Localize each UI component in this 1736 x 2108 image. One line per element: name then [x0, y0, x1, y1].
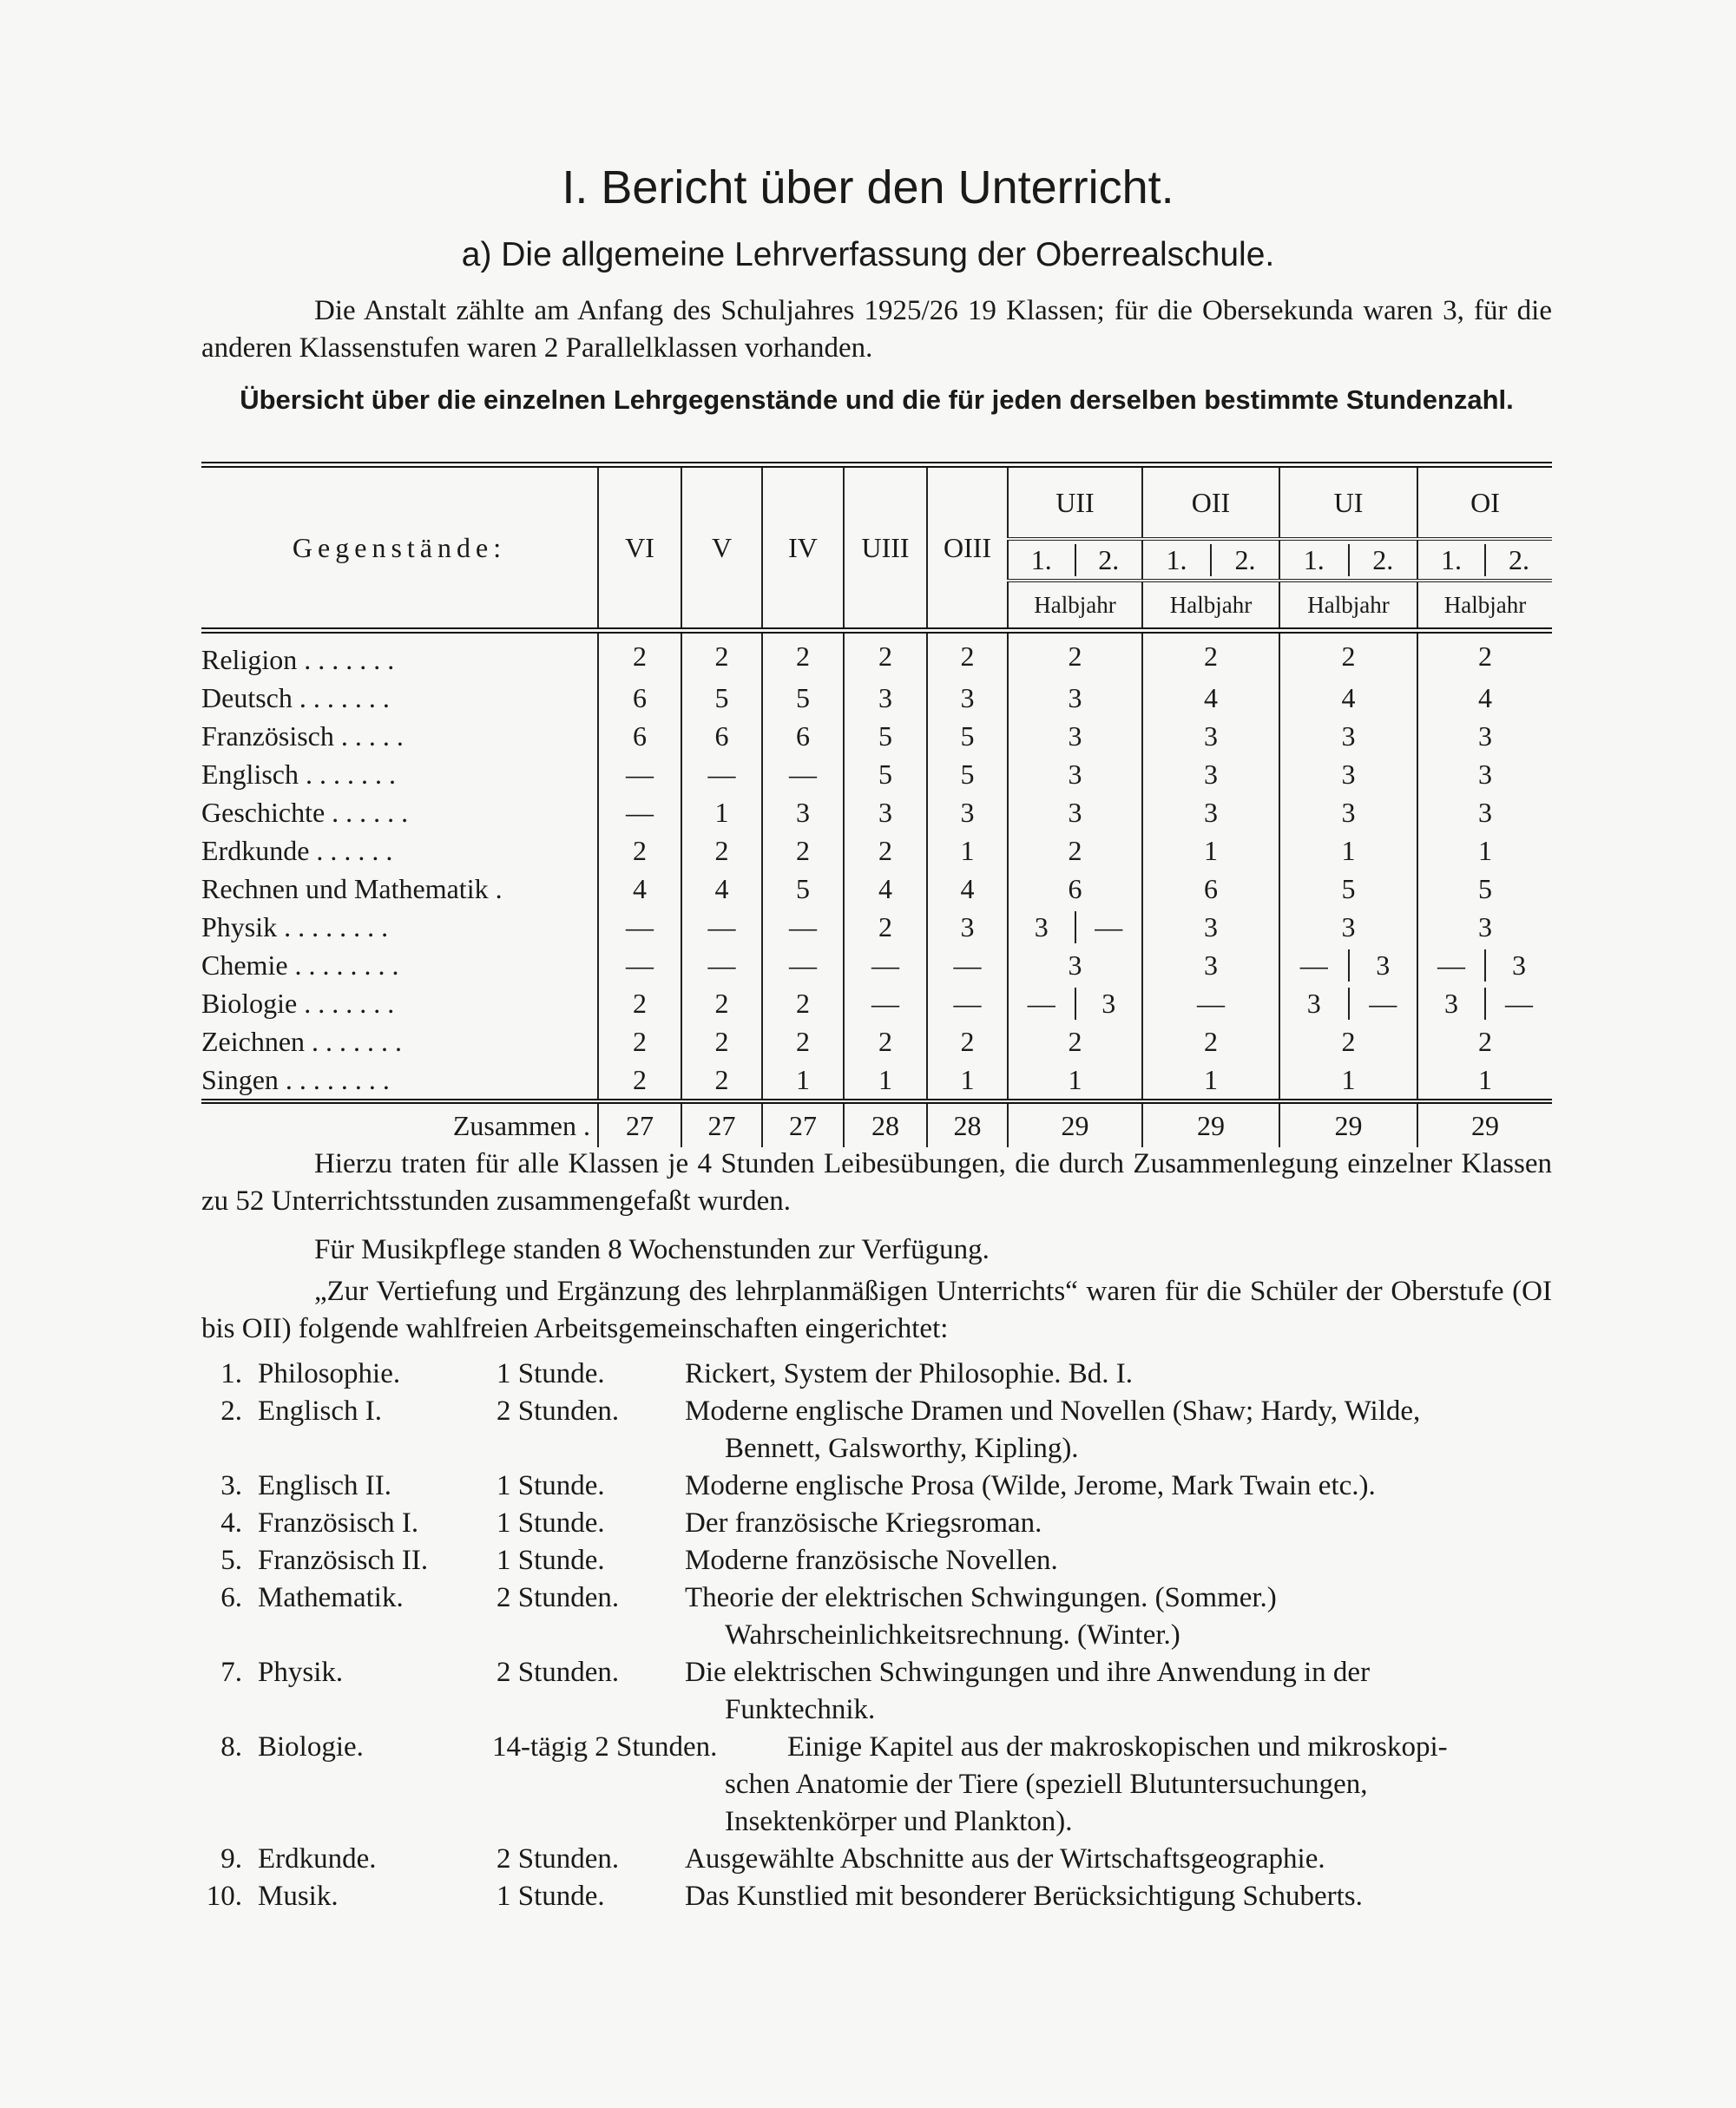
hours-cell: 1 — [1142, 1061, 1279, 1101]
half-label: 2. — [1509, 543, 1529, 575]
half-label: 2. — [1098, 543, 1120, 575]
hours-cell: 2 — [1279, 1022, 1417, 1061]
total-value: 27 — [762, 1101, 844, 1147]
hours-cell: 3 — [844, 679, 927, 717]
half-label: 1. — [1418, 544, 1486, 576]
hours-cell: 2 — [598, 1061, 681, 1101]
lesson-hours-table — [201, 462, 1552, 1147]
intro-paragraph: Die Anstalt zählte am Anfang des Schuljahres 1925/26 19 Klassen; für die Obersekunda waren 3, für die anderen Klassenstufen waren 2 Parallelklassen vorhanden. — [201, 295, 1552, 364]
total-row — [201, 1101, 1552, 1147]
sports-paragraph: Hierzu traten für alle Klassen je 4 Stunden Leibesübungen, die durch Zusammenlegung einzelner Klassen zu 52 Unterrichtsstunden zusammengefaßt wurden. — [201, 1148, 1552, 1217]
course-item — [201, 1579, 1552, 1617]
hours-cell: 3 — [1279, 908, 1417, 946]
table-row — [201, 755, 1552, 793]
table-row — [201, 908, 1552, 946]
half-year-split — [1418, 541, 1552, 579]
hours-cell: 3 — [1279, 717, 1417, 755]
hours-cell: 3 — [927, 793, 1008, 831]
hours-cell: 2 — [844, 908, 927, 946]
course-hours: 14-tägig 2 Stunden. — [492, 1731, 718, 1763]
course-number: 1. — [220, 1358, 242, 1389]
course-hours: 2 Stunden. — [496, 1582, 620, 1613]
total-value: 28 — [844, 1101, 927, 1147]
hours-cell: 5 — [681, 679, 762, 717]
total-value: 29 — [1008, 1101, 1142, 1147]
hours-cell: 4 — [1279, 679, 1417, 717]
hours-cell: 6 — [598, 717, 681, 755]
course-item — [201, 1878, 1552, 1915]
course-number: 9. — [220, 1843, 242, 1875]
total-label: Zusammen . — [452, 1109, 590, 1141]
course-number: 7. — [220, 1657, 242, 1688]
subject-label: Französisch . . . . . — [201, 719, 404, 752]
hours-cell: — — [598, 755, 681, 793]
class-header: VI — [598, 465, 681, 631]
course-description: Moderne englische Prosa (Wilde, Jerome, Mark Twain etc.). — [685, 1470, 1376, 1501]
page-title: I. Bericht über den Unterricht. — [562, 161, 1174, 213]
hours-cell: — — [762, 946, 844, 984]
half-label: 2. — [1234, 543, 1256, 575]
hours-cell: 2 — [1008, 1022, 1142, 1061]
half-year-split — [1143, 541, 1279, 579]
hours-cell — [1279, 984, 1417, 1022]
course-number: 3. — [220, 1470, 242, 1501]
table-row — [201, 870, 1552, 908]
hours-value: 3 — [1376, 949, 1391, 981]
table-row — [201, 1061, 1552, 1101]
course-number: 5. — [220, 1545, 242, 1576]
hours-cell: 4 — [1417, 679, 1552, 717]
hours-cell: — — [681, 755, 762, 793]
course-item-continuation — [201, 1430, 1552, 1468]
hours-cell: 3 — [1008, 793, 1142, 831]
hours-cell: 2 — [762, 631, 844, 680]
hours-cell: 5 — [1279, 870, 1417, 908]
hours-cell: — — [681, 908, 762, 946]
hours-cell: 3 — [1142, 946, 1279, 984]
hours-cell: 1 — [1417, 1061, 1552, 1101]
hours-cell: 4 — [598, 870, 681, 908]
hours-cell: 6 — [762, 717, 844, 755]
course-item-continuation — [201, 1617, 1552, 1654]
course-number: 2. — [220, 1395, 242, 1427]
course-item-continuation — [201, 1803, 1552, 1841]
hours-cell: 1 — [681, 793, 762, 831]
hours-cell — [1279, 946, 1417, 984]
hours-cell: 3 — [1417, 908, 1552, 946]
course-hours: 2 Stunden. — [496, 1395, 620, 1427]
hours-cell: 2 — [1008, 831, 1142, 870]
half-label: 1. — [1009, 544, 1076, 576]
hours-cell: 5 — [927, 717, 1008, 755]
course-subject: Englisch I. — [258, 1395, 382, 1427]
class-header: OI — [1417, 465, 1552, 540]
hours-cell: — — [681, 946, 762, 984]
class-header: OII — [1142, 465, 1279, 540]
hours-cell: 3 — [927, 679, 1008, 717]
course-description: Moderne englische Dramen und Novellen (Shaw; Hardy, Wilde, — [685, 1395, 1421, 1427]
hours-cell: 2 — [681, 984, 762, 1022]
hours-cell: 1 — [1417, 831, 1552, 870]
course-subject: Philosophie. — [258, 1358, 401, 1389]
hours-cell: 3 — [1417, 717, 1552, 755]
hours-cell: 3 — [1008, 946, 1142, 984]
course-description: Das Kunstlied mit besonderer Berücksichtigung Schuberts. — [685, 1881, 1363, 1912]
course-item — [201, 1542, 1552, 1579]
class-header: OIII — [927, 465, 1008, 631]
course-description: schen Anatomie der Tiere (speziell Blutuntersuchungen, — [725, 1769, 1368, 1800]
split-hours — [1280, 984, 1417, 1022]
split-hours — [1418, 946, 1552, 984]
hours-cell: 2 — [681, 631, 762, 680]
hours-cell: 6 — [1142, 870, 1279, 908]
hours-cell: 5 — [1417, 870, 1552, 908]
hours-cell: 3 — [1008, 679, 1142, 717]
hours-cell: 2 — [1279, 631, 1417, 680]
hours-cell: 3 — [1142, 793, 1279, 831]
course-description: Rickert, System der Philosophie. Bd. I. — [685, 1358, 1134, 1389]
class-header: UII — [1008, 465, 1142, 540]
hours-cell: 2 — [844, 631, 927, 680]
course-description: Wahrscheinlichkeitsrechnung. (Winter.) — [725, 1619, 1180, 1651]
working-groups-list — [201, 1356, 1552, 1915]
hours-cell: 2 — [762, 1022, 844, 1061]
course-subject: Englisch II. — [258, 1470, 391, 1501]
subject-label: Singen . . . . . . . . — [201, 1063, 390, 1095]
hours-value: 3 — [1280, 988, 1350, 1020]
hours-cell: 2 — [1417, 631, 1552, 680]
course-item — [201, 1356, 1552, 1393]
hours-value: 3 — [1512, 949, 1526, 981]
subject-header: Gegenstände: — [292, 531, 507, 563]
hours-cell: 5 — [844, 717, 927, 755]
hours-value: 3 — [1418, 988, 1486, 1020]
table-row — [201, 717, 1552, 755]
course-item — [201, 1393, 1552, 1430]
hours-cell: 3 — [1008, 755, 1142, 793]
hours-cell: 3 — [1142, 908, 1279, 946]
hours-cell: 1 — [927, 831, 1008, 870]
hours-cell: 2 — [681, 1061, 762, 1101]
hours-value: — — [1009, 988, 1076, 1020]
table-heading: Übersicht über die einzelnen Lehrgegenstände und die für jeden derselben bestimmte Stundenzahl. — [240, 384, 1514, 415]
hours-cell: 1 — [844, 1061, 927, 1101]
hours-cell: 1 — [1142, 831, 1279, 870]
hours-cell: 2 — [1142, 1022, 1279, 1061]
hours-cell: 3 — [762, 793, 844, 831]
course-hours: 1 Stunde. — [496, 1545, 605, 1576]
hours-cell: 5 — [762, 870, 844, 908]
course-hours: 1 Stunde. — [496, 1881, 605, 1912]
hours-cell: 4 — [1142, 679, 1279, 717]
hours-cell: 2 — [844, 1022, 927, 1061]
table-body — [201, 631, 1552, 1148]
total-value: 29 — [1417, 1101, 1552, 1147]
course-description: Moderne französische Novellen. — [685, 1545, 1058, 1576]
half-year-cell — [1417, 539, 1552, 581]
course-subject: Biologie. — [258, 1731, 364, 1763]
hours-cell: 2 — [927, 631, 1008, 680]
halbjahr-label: Halbjahr — [1417, 581, 1552, 631]
table-row — [201, 984, 1552, 1022]
course-item — [201, 1654, 1552, 1691]
hours-value: 3 — [1101, 987, 1116, 1019]
hours-cell — [1417, 946, 1552, 984]
course-subject: Französisch I. — [258, 1507, 419, 1539]
course-description: Insektenkörper und Plankton). — [725, 1806, 1073, 1837]
hours-cell: 3 — [1008, 717, 1142, 755]
hours-cell: 2 — [762, 984, 844, 1022]
half-year-split — [1009, 541, 1141, 579]
course-hours: 1 Stunde. — [496, 1507, 605, 1539]
course-subject: Mathematik. — [258, 1582, 404, 1613]
course-hours: 1 Stunde. — [496, 1358, 605, 1389]
course-item — [201, 1841, 1552, 1878]
half-year-cell — [1142, 539, 1279, 581]
course-hours: 2 Stunden. — [496, 1657, 620, 1688]
subject-label: Biologie . . . . . . . — [201, 987, 395, 1019]
table-row — [201, 946, 1552, 984]
total-value: 29 — [1279, 1101, 1417, 1147]
hours-cell: 3 — [1142, 755, 1279, 793]
course-hours: 2 Stunden. — [496, 1843, 620, 1875]
hours-cell: 2 — [681, 831, 762, 870]
subject-label: Chemie . . . . . . . . — [201, 949, 399, 981]
hours-cell: 2 — [1008, 631, 1142, 680]
hours-value: — — [1280, 949, 1350, 982]
course-hours: 1 Stunde. — [496, 1470, 605, 1501]
hours-cell: 3 — [1417, 755, 1552, 793]
course-item-continuation — [201, 1691, 1552, 1729]
hours-cell: — — [844, 984, 927, 1022]
header-row — [201, 465, 1552, 540]
table-row — [201, 1022, 1552, 1061]
half-label: 2. — [1372, 543, 1394, 575]
hours-value: — — [1505, 987, 1533, 1019]
hours-value: — — [1369, 987, 1397, 1019]
hours-cell: 4 — [927, 870, 1008, 908]
course-description: Theorie der elektrischen Schwingungen. (Sommer.) — [685, 1582, 1277, 1613]
music-paragraph: Für Musikpflege standen 8 Wochenstunden zur Verfügung. — [314, 1234, 990, 1265]
course-item-continuation — [201, 1766, 1552, 1803]
hours-value: — — [1418, 949, 1486, 982]
course-subject: Erdkunde. — [258, 1843, 377, 1875]
subject-label: Rechnen und Mathematik . — [201, 872, 503, 904]
hours-cell: 2 — [1142, 631, 1279, 680]
hours-cell: 2 — [598, 984, 681, 1022]
class-header: V — [681, 465, 762, 631]
half-label: 1. — [1280, 544, 1350, 576]
table-row — [201, 793, 1552, 831]
hours-cell: 3 — [1279, 755, 1417, 793]
half-year-cell — [1279, 539, 1417, 581]
table-row — [201, 831, 1552, 870]
hours-cell: 3 — [1279, 793, 1417, 831]
hours-cell: 2 — [762, 831, 844, 870]
hours-value: 3 — [1009, 911, 1076, 943]
hours-cell: 6 — [1008, 870, 1142, 908]
hours-cell — [1008, 908, 1142, 946]
halbjahr-label: Halbjahr — [1142, 581, 1279, 631]
class-header: UI — [1279, 465, 1417, 540]
total-value: 27 — [598, 1101, 681, 1147]
hours-cell: 4 — [844, 870, 927, 908]
hours-cell: — — [844, 946, 927, 984]
course-subject: Französisch II. — [258, 1545, 429, 1576]
course-description: Funktechnik. — [725, 1694, 876, 1725]
course-subject: Physik. — [258, 1657, 344, 1688]
hours-cell: 1 — [1008, 1061, 1142, 1101]
hours-cell: 3 — [927, 908, 1008, 946]
hours-cell: — — [598, 793, 681, 831]
section-subtitle: a) Die allgemeine Lehrverfassung der Oberrealschule. — [461, 236, 1275, 273]
hours-cell: 2 — [681, 1022, 762, 1061]
subject-label: Deutsch . . . . . . . — [201, 681, 390, 713]
hours-cell: — — [762, 755, 844, 793]
hours-cell: 2 — [598, 1022, 681, 1061]
split-hours — [1418, 984, 1552, 1022]
total-value: 28 — [927, 1101, 1008, 1147]
hours-cell: 1 — [1279, 1061, 1417, 1101]
hours-cell: 6 — [681, 717, 762, 755]
hours-cell: 5 — [844, 755, 927, 793]
half-year-cell — [1008, 539, 1142, 581]
hours-cell: 3 — [1417, 793, 1552, 831]
hours-cell: — — [762, 908, 844, 946]
halbjahr-label: Halbjahr — [1279, 581, 1417, 631]
hours-cell — [1417, 984, 1552, 1022]
hours-cell — [1008, 984, 1142, 1022]
course-description: Ausgewählte Abschnitte aus der Wirtschaftsgeographie. — [685, 1843, 1325, 1875]
course-subject: Musik. — [258, 1881, 339, 1912]
class-header: UIII — [844, 465, 927, 631]
hours-cell: 1 — [1279, 831, 1417, 870]
hours-cell: 5 — [762, 679, 844, 717]
half-year-split — [1280, 541, 1417, 579]
hours-value: — — [1095, 910, 1123, 942]
table-row — [201, 679, 1552, 717]
subject-label: Physik . . . . . . . . — [201, 910, 389, 942]
course-item — [201, 1729, 1552, 1766]
subject-label: Erdkunde . . . . . . — [201, 834, 393, 866]
hours-cell: 1 — [927, 1061, 1008, 1101]
hours-cell: — — [927, 984, 1008, 1022]
hours-cell: — — [1142, 984, 1279, 1022]
total-value: 29 — [1142, 1101, 1279, 1147]
halbjahr-label: Halbjahr — [1008, 581, 1142, 631]
course-description: Bennett, Galsworthy, Kipling). — [725, 1433, 1079, 1464]
half-label: 1. — [1143, 544, 1212, 576]
subject-label: Geschichte . . . . . . — [201, 796, 409, 828]
course-description: Die elektrischen Schwingungen und ihre Anwendung in der — [685, 1657, 1371, 1688]
hours-cell: 2 — [927, 1022, 1008, 1061]
split-hours — [1009, 984, 1141, 1022]
course-item — [201, 1468, 1552, 1505]
subject-label: Religion . . . . . . . — [201, 643, 395, 675]
hours-cell: 4 — [681, 870, 762, 908]
split-hours — [1009, 908, 1141, 946]
course-number: 6. — [220, 1582, 242, 1613]
course-description: Einige Kapitel aus der makroskopischen und mikroskopi- — [787, 1731, 1448, 1763]
split-hours — [1280, 946, 1417, 984]
hours-cell: — — [598, 908, 681, 946]
hours-cell: 1 — [762, 1061, 844, 1101]
course-number: 10. — [206, 1881, 242, 1912]
hours-cell: 3 — [1142, 717, 1279, 755]
course-number: 4. — [220, 1507, 242, 1539]
course-number: 8. — [220, 1731, 242, 1763]
hours-cell: — — [927, 946, 1008, 984]
working-groups-paragraph: „Zur Vertiefung und Ergänzung des lehrplanmäßigen Unterrichts“ waren für die Schüler der Oberstufe (OI bis OII) folgende wahlfreien Arbeitsgemeinschaften eingerichtet: — [201, 1276, 1552, 1344]
subject-label: Zeichnen . . . . . . . — [201, 1025, 403, 1057]
hours-cell: 2 — [598, 831, 681, 870]
class-header: IV — [762, 465, 844, 631]
hours-cell: — — [598, 946, 681, 984]
course-item — [201, 1505, 1552, 1542]
table-row — [201, 631, 1552, 680]
total-value: 27 — [681, 1101, 762, 1147]
hours-cell: 2 — [1417, 1022, 1552, 1061]
hours-cell: 2 — [844, 831, 927, 870]
table-header — [201, 465, 1552, 631]
subject-label: Englisch . . . . . . . — [201, 758, 396, 790]
hours-cell: 2 — [598, 631, 681, 680]
hours-cell: 6 — [598, 679, 681, 717]
course-description: Der französische Kriegsroman. — [685, 1507, 1042, 1539]
hours-cell: 3 — [844, 793, 927, 831]
hours-cell: 5 — [927, 755, 1008, 793]
